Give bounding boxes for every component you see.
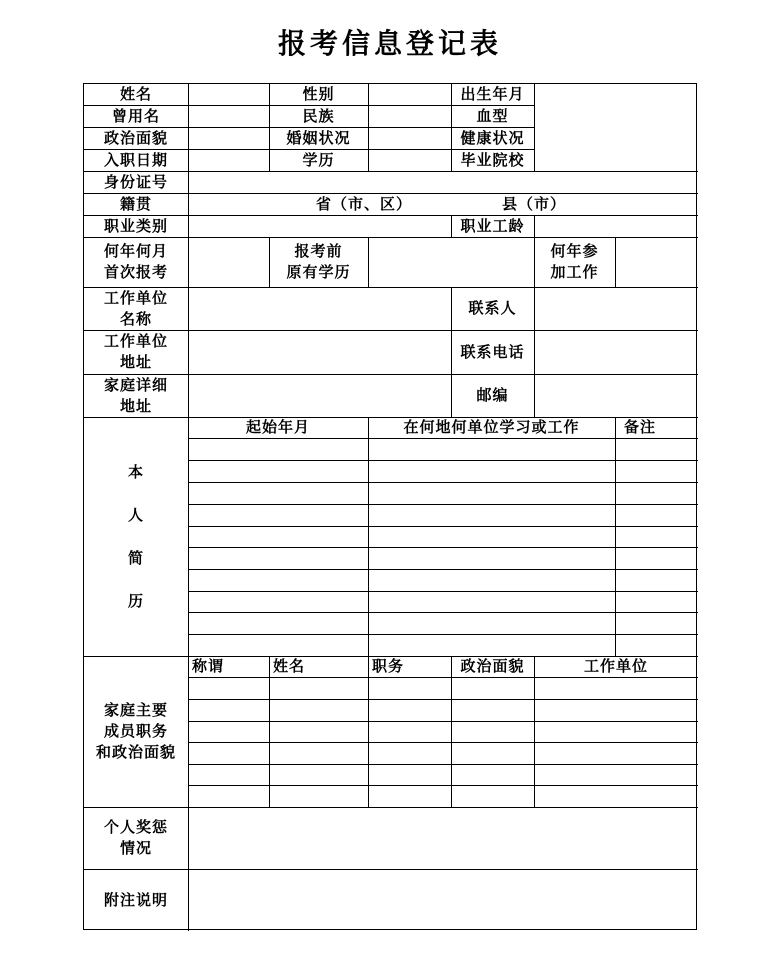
label-employer-line2: 名称 [119, 309, 152, 328]
label-employer-line1: 工作单位 [103, 288, 168, 307]
label-marital-status: 婚姻状况 [286, 128, 351, 147]
label-work-start [534, 237, 615, 287]
family-side-label [84, 656, 188, 807]
resume-side-char: 历 [127, 591, 144, 610]
label-province: 省（市、区） [315, 194, 412, 213]
label-address [84, 330, 188, 374]
label-id-number: 身份证号 [103, 172, 168, 191]
registration-form [83, 83, 697, 930]
label-prior-edu-line2: 原有学历 [286, 263, 351, 281]
label-first-exam-line2: 首次报考 [103, 263, 168, 281]
label-postcode: 邮编 [476, 386, 509, 404]
remarks-input[interactable] [189, 870, 698, 931]
name-input[interactable] [189, 84, 269, 105]
family-side-line3: 和政治面貌 [95, 743, 176, 761]
label-home-address-line2: 地址 [119, 396, 152, 415]
label-awards [84, 807, 188, 869]
label-education: 学历 [302, 150, 335, 169]
resume-header-period: 起始年月 [245, 418, 310, 436]
family-header-employer: 工作单位 [583, 657, 648, 675]
label-county: 县（市） [501, 194, 566, 213]
resume-side-char: 简 [127, 548, 144, 567]
label-political-status: 政治面貌 [103, 128, 168, 147]
label-address-line2: 地址 [119, 353, 152, 371]
label-prior-edu [269, 237, 368, 287]
label-phone: 联系电话 [460, 342, 525, 361]
family-header-position: 职务 [372, 657, 405, 675]
gender-input[interactable] [369, 84, 451, 105]
id-number-input[interactable] [189, 172, 698, 193]
label-home-address-line1: 家庭详细 [103, 375, 168, 394]
label-work-years: 职业工龄 [460, 216, 525, 235]
resume-side-char: 人 [127, 505, 144, 524]
label-former-name: 曾用名 [111, 106, 160, 125]
resume-header-place: 在何地何单位学习或工作 [403, 418, 580, 436]
awards-input[interactable] [189, 808, 698, 869]
family-header-name: 姓名 [273, 657, 306, 675]
resume-side-label [84, 417, 188, 656]
label-first-exam-line1: 何年何月 [103, 242, 168, 260]
label-home-address [84, 374, 188, 417]
label-birth: 出生年月 [460, 85, 525, 103]
label-work-start-line1: 何年参 [550, 242, 599, 260]
label-job-category: 职业类别 [103, 216, 168, 235]
label-gender: 性别 [302, 85, 335, 103]
family-side-line2: 成员职务 [103, 722, 168, 740]
label-address-line1: 工作单位 [103, 332, 168, 350]
family-header-political: 政治面貌 [460, 657, 525, 675]
label-awards-line2: 情况 [119, 839, 152, 857]
label-entry-date: 入职日期 [103, 150, 168, 169]
label-remarks: 附注说明 [103, 890, 168, 909]
label-health: 健康状况 [460, 128, 525, 147]
job-category-input[interactable] [189, 216, 451, 237]
label-name: 姓名 [119, 85, 152, 103]
label-native-place: 籍贯 [119, 194, 152, 213]
family-side-line1: 家庭主要 [103, 701, 168, 719]
photo-area[interactable] [535, 84, 698, 171]
label-work-start-line2: 加工作 [550, 263, 599, 281]
label-contact: 联系人 [468, 299, 517, 317]
label-first-exam [84, 237, 188, 287]
label-prior-edu-line1: 报考前 [294, 242, 343, 260]
work-years-input[interactable] [535, 216, 698, 237]
form-title: 报考信息登记表 [277, 27, 502, 60]
label-school: 毕业院校 [460, 150, 525, 169]
family-header-relation: 称谓 [192, 657, 225, 675]
resume-side-char: 本 [127, 462, 144, 481]
label-employer [84, 287, 188, 330]
label-awards-line1: 个人奖惩 [103, 818, 168, 836]
resume-header-remarks: 备注 [623, 418, 656, 436]
label-ethnicity: 民族 [302, 106, 335, 125]
label-blood-type: 血型 [476, 106, 509, 125]
